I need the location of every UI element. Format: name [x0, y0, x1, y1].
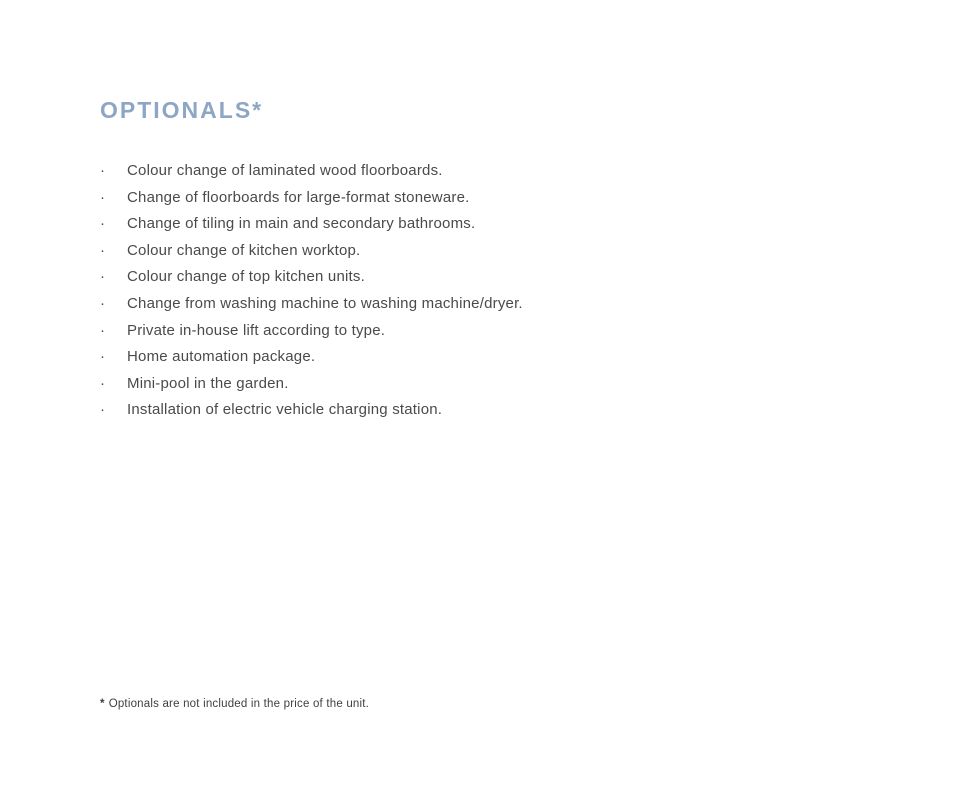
list-item [100, 264, 523, 291]
list-item [100, 185, 523, 212]
list-item-text: Colour change of top kitchen units. [127, 268, 365, 286]
list-item-text: Change of floorboards for large-format stoneware. [127, 188, 470, 206]
footnote-asterisk: * [100, 698, 105, 710]
footnote [100, 697, 369, 711]
list-item [100, 211, 523, 238]
list-item-text: Colour change of laminated wood floorboards. [127, 162, 443, 179]
list-item-text: Mini-pool in the garden. [127, 374, 289, 392]
optionals-list [100, 158, 523, 424]
list-item-text: Installation of electric vehicle charging station. [127, 401, 443, 419]
bullet-dot-icon: · [100, 401, 106, 419]
bullet-dot-icon: · [100, 241, 106, 259]
bullet-dot-icon: · [100, 294, 106, 312]
bullet-dot-icon: · [100, 162, 106, 179]
bullet-dot-icon: · [100, 268, 106, 286]
bullet-dot-icon: · [100, 215, 106, 233]
list-item [100, 344, 523, 371]
list-item [100, 238, 523, 265]
list-item-text: Colour change of kitchen worktop. [127, 241, 361, 259]
list-item-text: Home automation package. [127, 348, 316, 366]
list-item-text: Private in-house lift according to type. [127, 321, 386, 339]
bullet-dot-icon: · [100, 188, 106, 206]
list-item [100, 397, 523, 424]
footnote-text: Optionals are not included in the price of the unit. [108, 698, 370, 710]
list-item-text: Change from washing machine to washing machine/dryer. [127, 294, 523, 312]
list-item [100, 158, 523, 185]
bullet-dot-icon: · [100, 348, 106, 366]
list-item [100, 318, 523, 345]
list-item-text: Change of tiling in main and secondary bathrooms. [127, 215, 476, 233]
list-item [100, 371, 523, 398]
page-title: OPTIONALS* [100, 97, 264, 123]
list-item [100, 291, 523, 318]
bullet-dot-icon: · [100, 374, 106, 392]
bullet-dot-icon: · [100, 321, 106, 339]
